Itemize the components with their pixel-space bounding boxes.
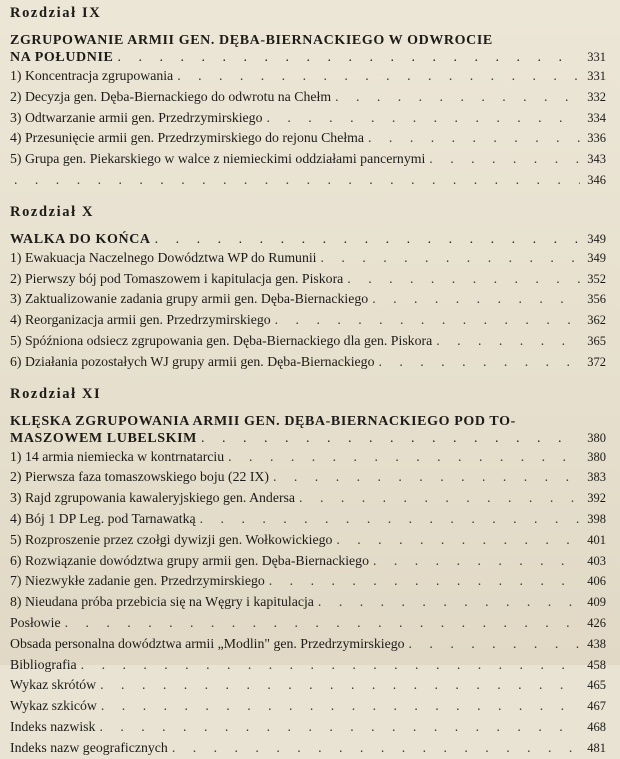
toc-entry[interactable] xyxy=(10,87,606,108)
entry-text: 6) Działania pozostałych WJ grupy armii gen. Dęba-Biernackiego xyxy=(10,353,375,369)
toc-entry[interactable] xyxy=(10,467,606,488)
entry-text: 7) Niezwykłe zadanie gen. Przedrzymirskiego xyxy=(10,573,265,589)
toc-entry[interactable] xyxy=(10,66,606,87)
page-number: 438 xyxy=(587,636,606,651)
page-number: 401 xyxy=(587,532,606,547)
chapter-title-cont: MASZOWEM LUBELSKIM xyxy=(10,430,197,446)
toc-entry[interactable] xyxy=(10,530,606,551)
leader-dots xyxy=(101,696,580,716)
page-number: 392 xyxy=(587,491,606,506)
leader-dots xyxy=(368,128,580,148)
entry-text: Bibliografia xyxy=(10,656,77,672)
chapter-title-cont: NA POŁUDNIE xyxy=(10,50,114,65)
toc-entry[interactable] xyxy=(10,128,606,149)
page-number: 349 xyxy=(587,231,606,246)
leader-dots xyxy=(429,149,580,169)
page-number: 426 xyxy=(587,615,606,630)
page-number: 356 xyxy=(587,292,606,307)
leader-dots xyxy=(299,488,580,508)
toc-entry[interactable] xyxy=(10,592,606,613)
page-number: 332 xyxy=(587,89,606,104)
leader-dots xyxy=(436,331,580,351)
leader-dots xyxy=(99,717,580,737)
toc-entry[interactable] xyxy=(10,149,606,170)
toc-entry[interactable] xyxy=(10,613,606,634)
leader-dots xyxy=(155,231,580,248)
chapter-heading: Rozdział X xyxy=(10,203,95,220)
page-number: 398 xyxy=(587,511,606,526)
toc-entry[interactable] xyxy=(10,571,606,592)
entry-text: 1) Ewakuacja Naczelnego Dowództwa WP do Rumunii xyxy=(10,249,317,265)
entry-text: 1) 14 armia niemiecka w kontrnatarciu xyxy=(10,448,225,464)
entry-text: 6) Rozwiązanie dowództwa grupy armii gen. Dęba-Biernackiego xyxy=(10,552,369,568)
toc-entry[interactable] xyxy=(10,509,606,530)
toc-entry[interactable] xyxy=(10,488,606,509)
entry-text: 4) Bój 1 DP Leg. pod Tarnawatką xyxy=(10,510,196,526)
page-number: 336 xyxy=(587,131,606,146)
leader-dots xyxy=(201,430,580,447)
leader-dots xyxy=(409,634,580,654)
entry-text: 3) Zaktualizowanie zadania grupy armii gen. Dęba-Biernackiego xyxy=(10,291,369,307)
entry-text: 4) Przesunięcie armii gen. Przedrzymirskiego do rejonu Chełma xyxy=(10,130,365,146)
leader-dots xyxy=(275,310,580,330)
entry-text: 1) Koncentracja zgrupowania xyxy=(10,68,174,83)
entry-text: 5) Grupa gen. Piekarskiego w walce z niemieckimi oddziałami pancernymi xyxy=(10,151,426,167)
entry-text: 2) Pierwsza faza tomaszowskiego boju (22 IX) xyxy=(10,469,269,485)
toc-entry[interactable] xyxy=(10,310,606,331)
entry-text: Indeks nazwisk xyxy=(10,718,96,734)
leader-dots xyxy=(177,66,580,86)
leader-dots xyxy=(200,509,580,529)
leader-dots xyxy=(373,551,580,571)
page-number: 468 xyxy=(587,719,606,734)
page-number: 406 xyxy=(587,574,606,589)
leader-dots xyxy=(228,447,580,467)
page-number: 334 xyxy=(587,110,606,125)
leader-dots xyxy=(269,571,580,591)
toc-entry[interactable] xyxy=(10,352,606,373)
toc-entry[interactable] xyxy=(10,108,606,129)
toc-entry[interactable] xyxy=(10,696,606,717)
chapter-title-row xyxy=(10,430,606,447)
toc-entry[interactable] xyxy=(10,717,606,738)
page-number: 346 xyxy=(587,172,606,187)
chapter-title: KLĘSKA ZGRUPOWANIA ARMII GEN. DĘBA-BIERNACKIEGO POD TO- xyxy=(10,413,516,429)
page-number: 349 xyxy=(587,250,606,265)
page-number: 403 xyxy=(587,553,606,568)
entry-text: Wykaz skrótów xyxy=(10,677,97,693)
leader-dots xyxy=(318,592,580,612)
leader-dots xyxy=(372,289,580,309)
leader-dots xyxy=(266,108,580,128)
toc-section xyxy=(10,248,606,373)
page-number: 331 xyxy=(587,50,606,64)
leader-dots xyxy=(347,269,580,289)
page-number: 372 xyxy=(587,354,606,369)
leader-dots xyxy=(100,675,580,695)
chapter-title-row xyxy=(10,49,606,66)
toc-entry[interactable] xyxy=(10,738,606,759)
toc-entry xyxy=(10,170,606,191)
toc-entry[interactable] xyxy=(10,248,606,269)
page-number: 380 xyxy=(587,430,606,445)
toc-entry[interactable] xyxy=(10,289,606,310)
entry-text: 5) Spóźniona odsiecz zgrupowania gen. Dęba-Biernackiego dla gen. Piskora xyxy=(10,332,433,348)
chapter-title: ZGRUPOWANIE ARMII GEN. DĘBA-BIERNACKIEGO W ODWROCIE xyxy=(10,33,493,48)
entry-text: 2) Decyzja gen. Dęba-Biernackiego do odwrotu na Chełm xyxy=(10,88,332,104)
entry-text: 4) Reorganizacja armii gen. Przedrzymirskiego xyxy=(10,312,271,328)
page-number: 458 xyxy=(587,657,606,672)
chapter-title-row xyxy=(10,231,606,248)
entry-text: Posłowie xyxy=(10,614,61,630)
chapter-title: WALKA DO KOŃCA xyxy=(10,231,151,247)
entry-text: 8) Nieudana próba przebicia się na Węgry i kapitulacja xyxy=(10,594,314,610)
toc-section xyxy=(10,66,606,191)
entry-text: Wykaz szkiców xyxy=(10,698,97,714)
page-number: 409 xyxy=(587,595,606,610)
toc-entry[interactable] xyxy=(10,331,606,352)
leader-dots xyxy=(172,738,580,758)
entry-text: 3) Odtwarzanie armii gen. Przedrzymirskiego xyxy=(10,109,263,125)
page-number: 362 xyxy=(587,313,606,328)
page-number: 465 xyxy=(587,678,606,693)
leader-dots xyxy=(321,248,580,268)
entry-text: Indeks nazw geograficznych xyxy=(10,739,168,755)
toc-entry[interactable] xyxy=(10,634,606,655)
leader-dots xyxy=(81,655,580,675)
toc-entry[interactable] xyxy=(10,269,606,290)
leader-dots xyxy=(378,352,580,372)
leader-dots xyxy=(273,467,580,487)
page-number: 365 xyxy=(587,333,606,348)
back-matter xyxy=(10,613,606,759)
leader-dots xyxy=(336,530,580,550)
page-number: 331 xyxy=(587,69,606,83)
toc-entry[interactable] xyxy=(10,675,606,696)
page-number: 343 xyxy=(587,152,606,167)
entry-text: 3) Rajd zgrupowania kawaleryjskiego gen. Andersa xyxy=(10,490,296,506)
page-number: 481 xyxy=(587,740,606,755)
leader-dots xyxy=(65,613,580,633)
chapter-heading: Rozdział IX xyxy=(10,5,102,21)
leader-dots xyxy=(335,87,580,107)
page-number: 352 xyxy=(587,271,606,286)
entry-text: 5) Rozproszenie przez czołgi dywizji gen. Wołkowickiego xyxy=(10,531,333,547)
toc-entry[interactable] xyxy=(10,447,606,468)
page-number: 380 xyxy=(587,449,606,464)
toc-entry[interactable] xyxy=(10,551,606,572)
leader-dots xyxy=(117,49,580,66)
chapter-heading: Rozdział XI xyxy=(10,385,102,402)
page-number: 467 xyxy=(587,699,606,714)
page-number: 383 xyxy=(587,470,606,485)
entry-text: Obsada personalna dowództwa armii „Modlin" gen. Przedrzymirskiego xyxy=(10,635,405,651)
toc-section xyxy=(10,447,606,613)
entry-text: 2) Pierwszy bój pod Tomaszowem i kapitulacja gen. Piskora xyxy=(10,270,344,286)
leader-dots xyxy=(14,170,580,190)
